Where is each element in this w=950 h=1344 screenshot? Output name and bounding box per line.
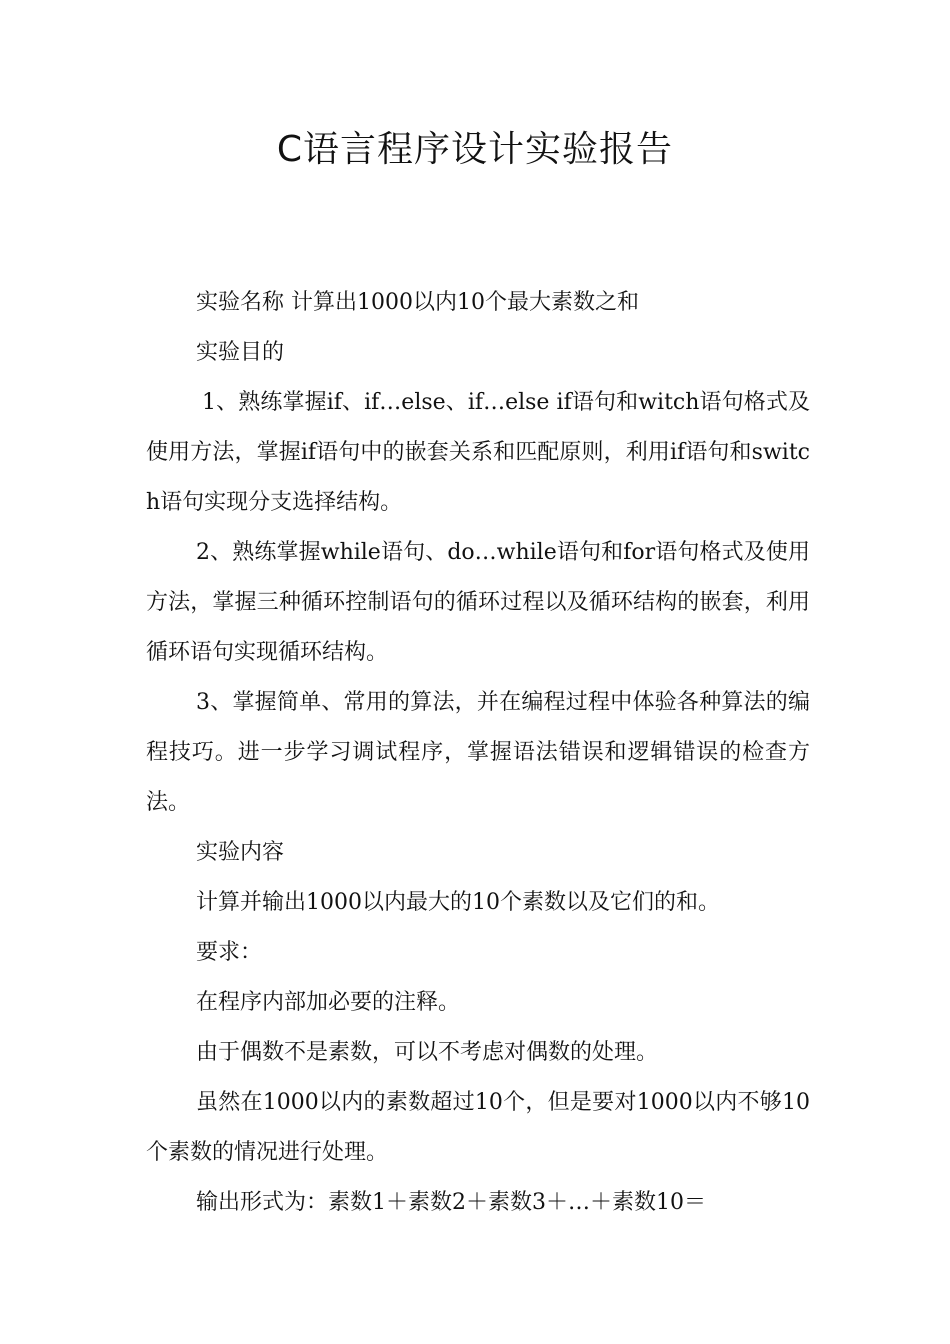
content-description: 计算并输出1000以内最大的10个素数以及它们的和。 — [196, 890, 720, 915]
requirement-3: 虽然在1000以内的素数超过10个，但是要对1000以内不够10个素数的情况进行处理。 — [146, 1090, 810, 1165]
purpose-item-2: 2、熟练掌握while语句、do…while语句和for语句格式及使用方法，掌握三种循环控制语句的循环过程以及循环结构的嵌套，利用循环语句实现循环结构。 — [146, 540, 810, 665]
requirement-2: 由于偶数不是素数，可以不考虑对偶数的处理。 — [196, 1040, 659, 1065]
experiment-name: 实验名称 计算出1000以内10个最大素数之和 — [196, 290, 639, 315]
document-body — [146, 278, 810, 1228]
requirements-heading: 要求： — [196, 940, 263, 965]
section-heading-purpose: 实验目的 — [196, 340, 285, 365]
purpose-item-1: 1、熟练掌握if、if…else、if…else if语句和witch语句格式及使用方法，掌握if语句中的嵌套关系和匹配原则，利用if语句和switch语句实现分支选择结构。 — [146, 390, 810, 515]
document-title: C语言程序设计实验报告 — [276, 129, 674, 170]
section-heading-content: 实验内容 — [196, 840, 285, 865]
output-format: 输出形式为：素数1＋素数2＋素数3＋…＋素数10＝ — [196, 1190, 706, 1215]
purpose-item-3: 3、掌握简单、常用的算法，并在编程过程中体验各种算法的编程技巧。进一步学习调试程序，掌握语法错误和逻辑错误的检查方法。 — [146, 690, 810, 815]
requirement-1: 在程序内部加必要的注释。 — [196, 990, 461, 1015]
